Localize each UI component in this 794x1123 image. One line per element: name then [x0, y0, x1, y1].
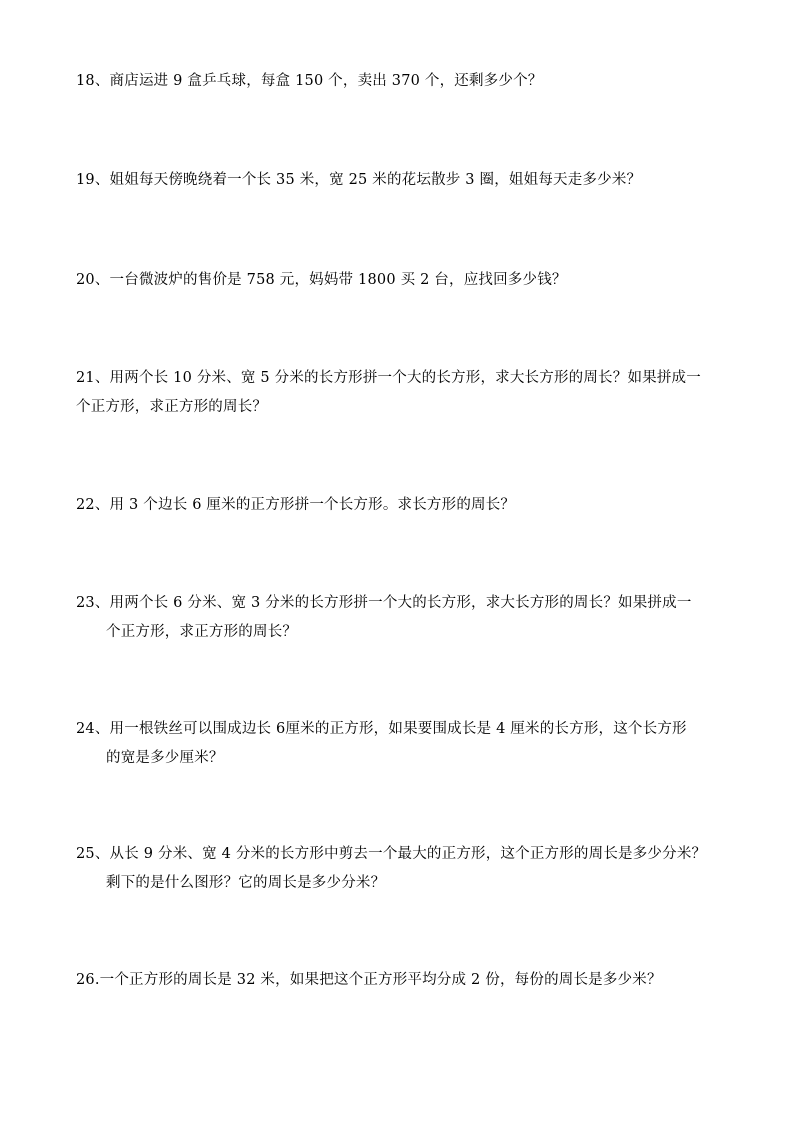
question-23-line-1: 23、用两个长 6 分米、宽 3 分米的长方形拼一个大的长方形，求大长方形的周长？如果拼成一 [76, 595, 692, 611]
question-25-line-2: 剩下的是什么图形？它的周长是多少分米？ [106, 875, 386, 891]
question-25-line-1: 25、从长 9 分米、宽 4 分米的长方形中剪去一个最大的正方形，这个正方形的周长是多少分米？ [76, 846, 707, 862]
question-18-line-1: 18、商店运进 9 盒乒乓球，每盒 150 个，卖出 370 个，还剩多少个？ [76, 73, 543, 89]
question-18 [76, 67, 740, 96]
question-23 [76, 589, 740, 647]
question-22 [76, 491, 740, 520]
question-24-line-2: 的宽是多少厘米？ [106, 750, 224, 766]
question-19 [76, 166, 740, 195]
question-24-line-1: 24、用一根铁丝可以围成边长 6厘米的正方形，如果要围成长是 4 厘米的长方形，这个长方形 [76, 721, 687, 737]
question-19-line-1: 19、姐姐每天傍晚绕着一个长 35 米，宽 25 米的花坛散步 3 圈，姐姐每天走多少米？ [76, 172, 642, 188]
question-26-line-1: 26.一个正方形的周长是 32 米，如果把这个正方形平均分成 2 份，每份的周长是多少米？ [76, 972, 662, 988]
question-21 [76, 364, 740, 422]
question-20 [76, 266, 740, 295]
question-24 [76, 715, 740, 773]
question-26 [76, 966, 740, 995]
question-23-line-2: 个正方形，求正方形的周长？ [106, 624, 298, 640]
question-22-line-1: 22、用 3 个边长 6 厘米的正方形拼一个长方形。求长方形的周长？ [76, 497, 516, 513]
question-20-line-1: 20、一台微波炉的售价是 758 元，妈妈带 1800 买 2 台，应找回多少钱？ [76, 272, 567, 288]
question-25 [76, 840, 740, 898]
question-21-line-2: 个正方形，求正方形的周长？ [76, 399, 268, 415]
question-21-line-1: 21、用两个长 10 分米、宽 5 分米的长方形拼一个大的长方形，求大长方形的周长？如果拼成一 [76, 370, 701, 386]
